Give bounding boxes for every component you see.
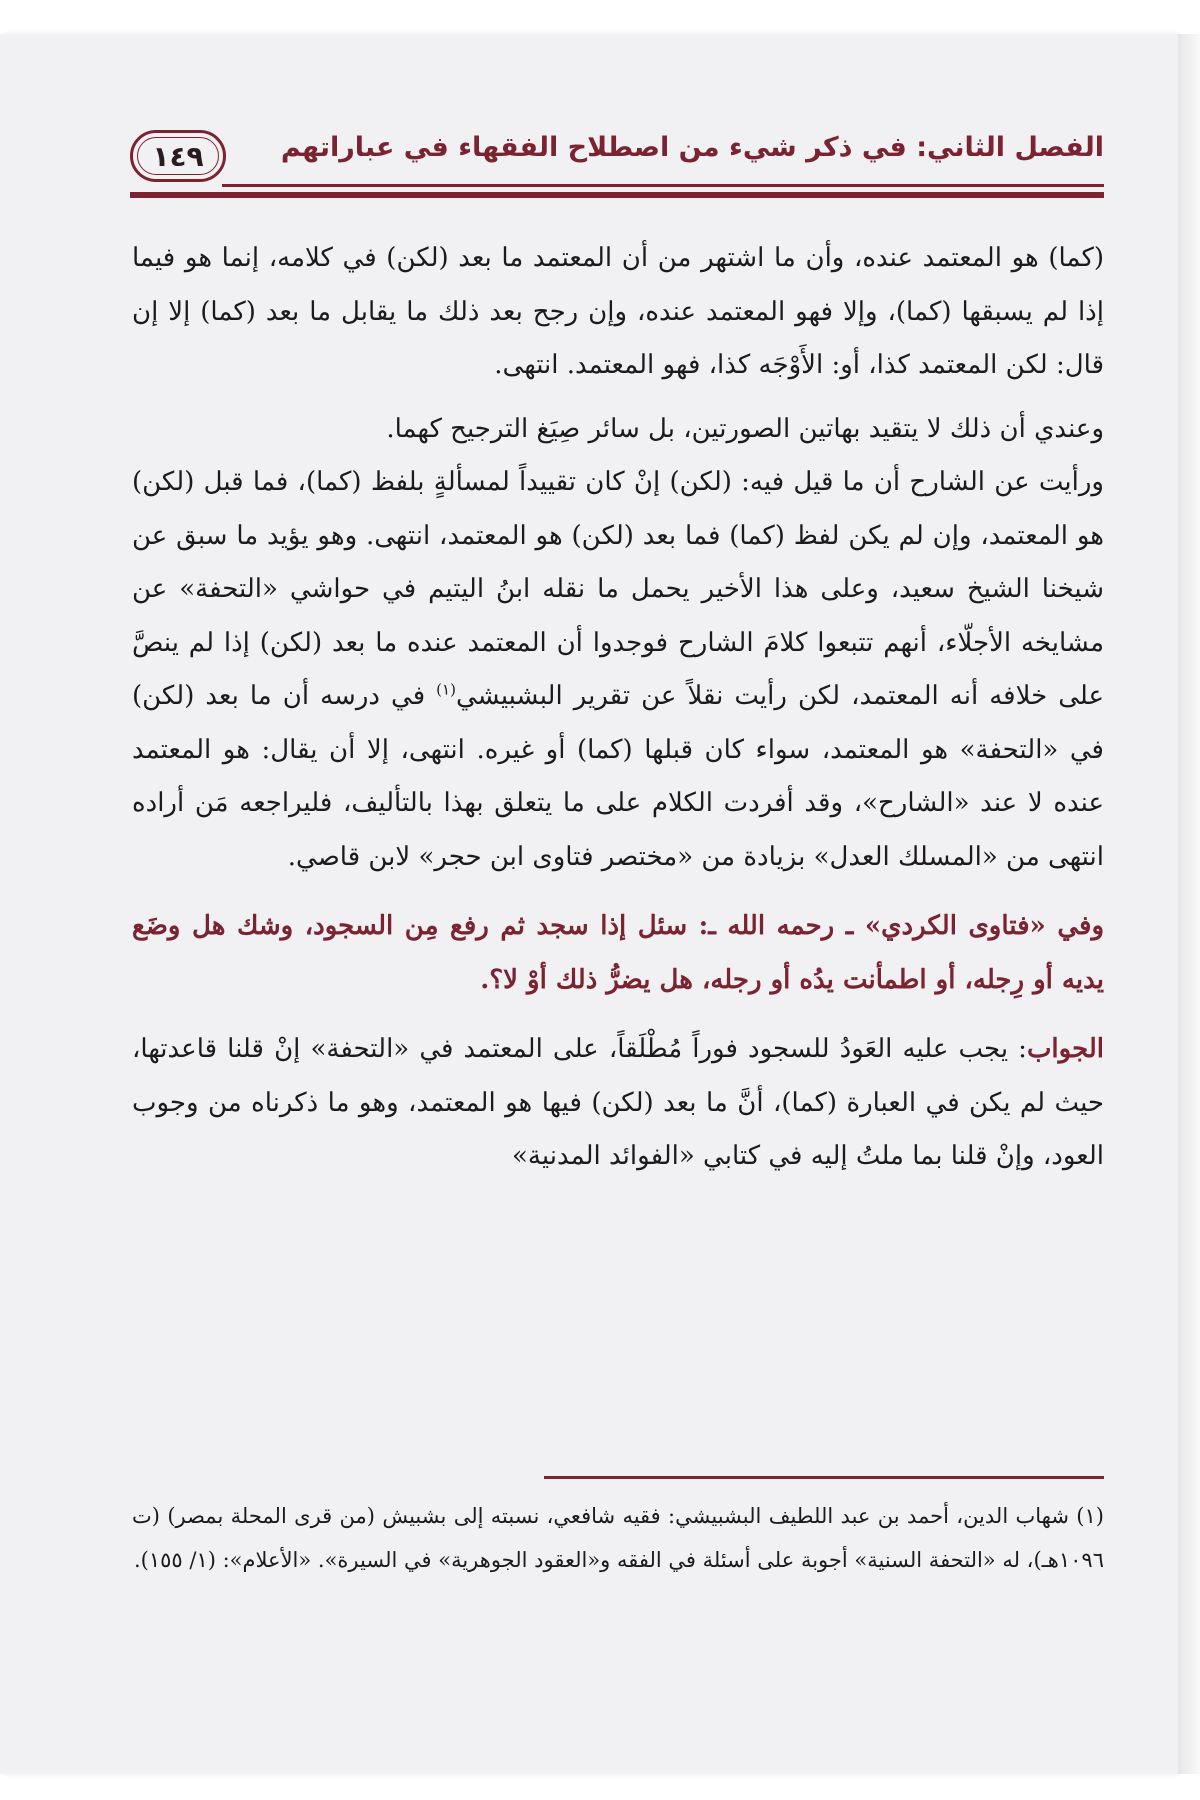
footnote-text: (١) شهاب الدين، أحمد بن عبد اللطيف البشبيشي: فقيه شافعي، نسبته إلى بشبيش (من قرى المحلة بمصر) (ت ١٠٩٦هـ)، له «التحفة السنية» أجوبة على أسئلة في الفقه و«العقود الجوهرية» في السيرة». «الأعلام»: (١/ ١٥٥). [132, 1504, 1104, 1572]
answer-label: الجواب [1026, 1034, 1104, 1064]
main-text [132, 232, 1104, 1184]
page-number-badge [130, 130, 226, 182]
page-edge-shadow [1178, 34, 1200, 1774]
paragraph-3-part-1: ورأيت عن الشارح أن ما قيل فيه: (لكن) إنْ كان تقييداً لمسألةٍ بلفظ (كما)، فما قبل (لكن) هو المعتمد، وإن لم يكن لفظ (كما) فما بعد (لكن) هو المعتمد، انتهى. وهو يؤيد ما سبق عن شيخنا الشيخ سعيد، وعلى هذا الأخير يحمل ما نقله ابنُ اليتيم في حواشي «التحفة» عن مشايخه الأجلّاء، أنهم تتبعوا كلامَ الشارح فوجدوا أن المعتمد عنده ما بعد (لكن) إذا لم ينصَّ على خلافه أنه المعتمد، لكن رأيت نقلاً عن تقرير البشبيشي [132, 467, 1104, 711]
paragraph-3-part-2: في درسه أن ما بعد (لكن) في «التحفة» هو المعتمد، سواء كان قبلها (كما) أو غيره. انتهى، إلا أن يقال: هو المعتمد عنده لا عند «الشارح»، وقد أفردت الكلام على ما يتعلق بهذا بالتأليف، فليراجعه مَن أراده انتهى من «المسلك العدل» بزيادة من «مختصر فتاوى ابن حجر» لابن قاصي. [132, 681, 1104, 872]
paragraph-2: وعندي أن ذلك لا يتقيد بهاتين الصورتين، بل سائر صِيَغ الترجيح كهما. [386, 413, 1104, 444]
running-header [130, 126, 1104, 200]
footnote-reference[interactable]: (١) [436, 680, 456, 699]
chapter-title: الفصل الثاني: في ذكر شيء من اصطلاح الفقهاء في عباراتهم [280, 132, 1104, 163]
page-number: ١٤٩ [152, 139, 204, 173]
footnote-separator [544, 1476, 1104, 1479]
paragraph-3 [132, 456, 1104, 884]
header-rule-thin [222, 184, 1104, 187]
answer-text: : يجب عليه العَودُ للسجود فوراً مُطْلَقاً، على المعتمد في «التحفة» إنْ قلنا قاعدتها، حيث لم يكن في العبارة (كما)، أنَّ ما بعد (لكن) فيها هو المعتمد، وهو ما ذكرناه من وجوب العود، وإنْ قلنا بما ملتُ إليه في كتابي «الفوائد المدنية» [132, 1034, 1104, 1171]
paragraph-1: (كما) هو المعتمد عنده، وأن ما اشتهر من أن المعتمد ما بعد (لكن) في كلامه، إنما هو فيما إذا لم يسبقها (كما)، وإلا فهو المعتمد عنده، وإن رجح بعد ذلك ما يقابل ما بعد (كما) إلا إن قال: لكن المعتمد كذا، أو: الأَوْجَه كذا، فهو المعتمد. انتهى. [132, 243, 1104, 380]
answer-paragraph [132, 1023, 1104, 1184]
question-paragraph: وفي «فتاوى الكردي» ـ رحمه الله ـ: سئل إذا سجد ثم رفع مِن السجود، وشك هل وضَع يديه أو رِجله، أو اطمأنت يدُه أو رجله، هل يضرُّ ذلك أوْ لا؟. [132, 911, 1104, 995]
footnote [132, 1494, 1104, 1582]
header-rule-thick [130, 192, 1104, 198]
